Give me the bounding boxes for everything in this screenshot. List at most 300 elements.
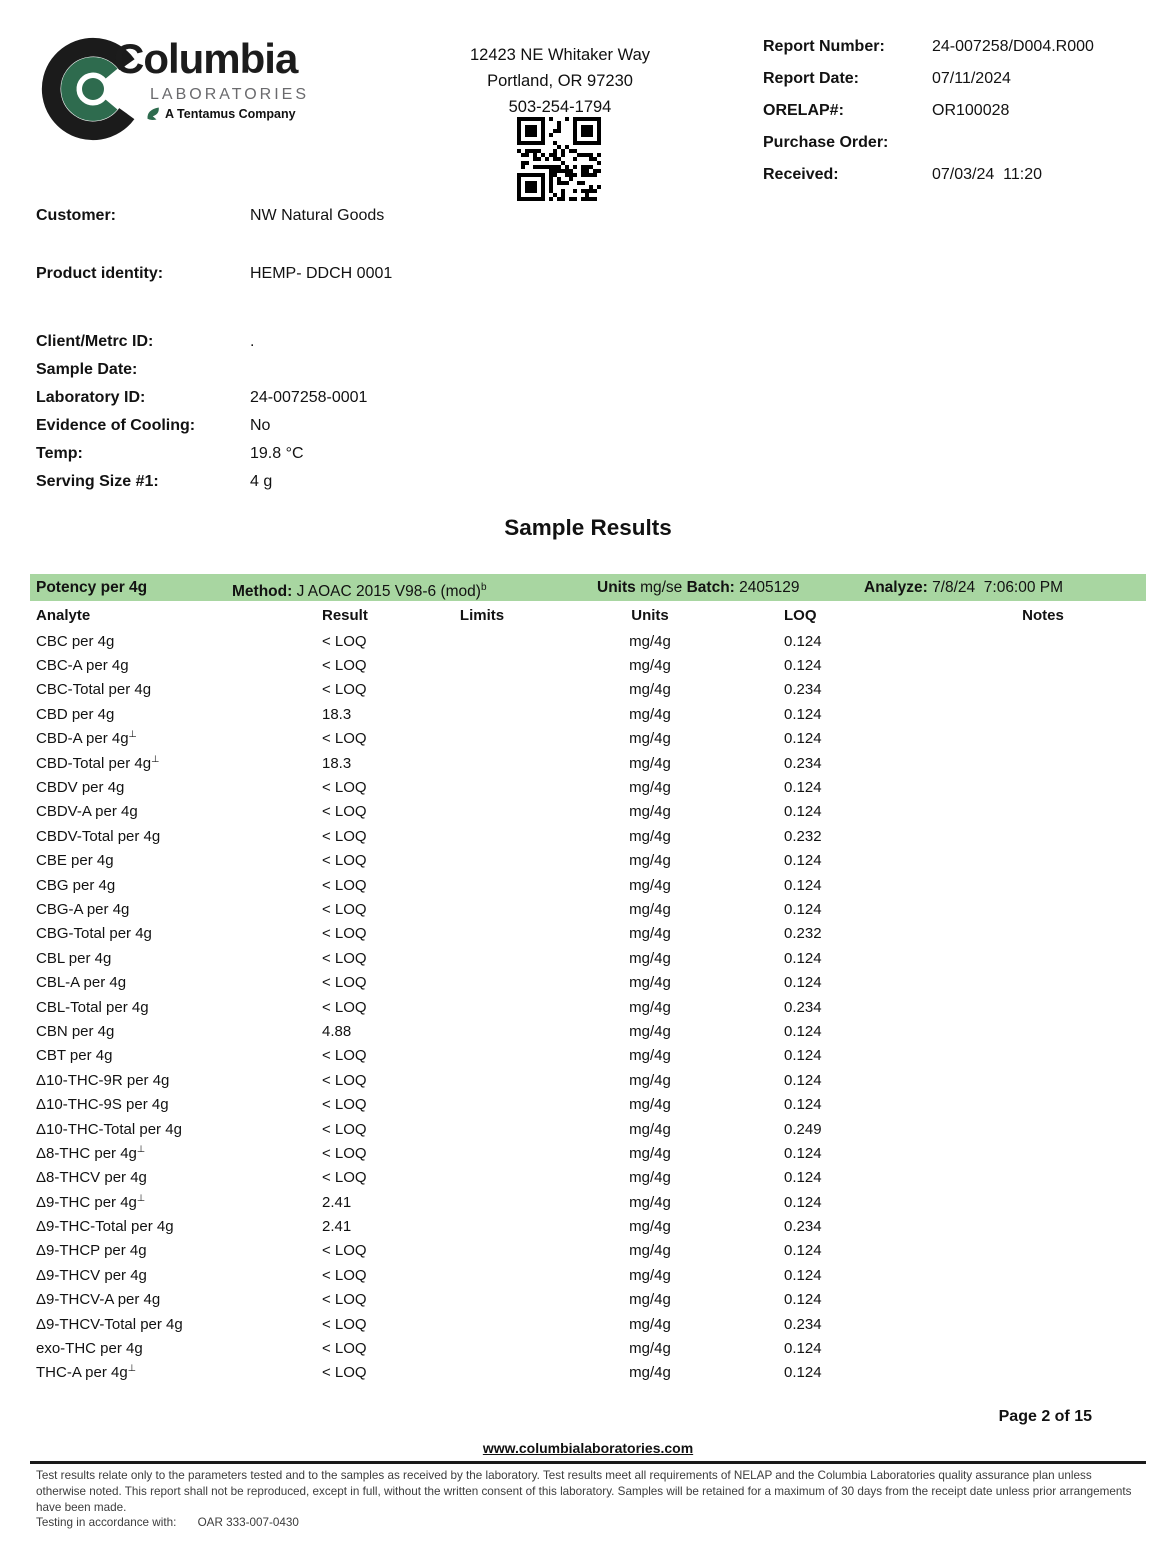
- table-row: [30, 1190, 1146, 1214]
- sample-info-value: NW Natural Goods: [250, 207, 385, 224]
- result-cell: < LOQ: [322, 998, 367, 1016]
- footnote-marker: ⊥: [136, 1143, 146, 1155]
- table-row: [30, 1019, 1146, 1043]
- result-cell: < LOQ: [322, 949, 367, 967]
- notes-cell: [880, 1141, 1146, 1165]
- notes-cell: [880, 1214, 1146, 1238]
- footnote-marker: ⊥: [136, 1192, 146, 1204]
- notes-cell: [880, 775, 1146, 799]
- units-cell: mg/4g: [629, 1047, 671, 1065]
- sample-info-row: [36, 359, 556, 387]
- notes-cell: [880, 995, 1146, 1019]
- logo-brand-text: Columbia: [114, 35, 298, 82]
- notes-cell: [880, 1019, 1146, 1043]
- notes-cell: [880, 970, 1146, 994]
- table-row: [30, 873, 1146, 897]
- analyte-cell: Δ10-THC-9R per 4g: [36, 1071, 170, 1089]
- notes-cell: [880, 897, 1146, 921]
- limits-cell: [440, 824, 524, 848]
- address-line1: 12423 NE Whitaker Way: [469, 46, 651, 64]
- table-row: [30, 922, 1146, 946]
- loq-cell: 0.249: [784, 1120, 822, 1138]
- table-row: [30, 1166, 1146, 1190]
- report-info-value: OR100028: [932, 102, 1010, 119]
- units-cell: mg/4g: [629, 1242, 671, 1260]
- analyte-cell: CBG per 4g: [36, 876, 116, 894]
- analyte-cell: CBE per 4g: [36, 852, 114, 870]
- table-row: [30, 824, 1146, 848]
- limits-cell: [440, 873, 524, 897]
- limits-cell: [440, 946, 524, 970]
- loq-cell: 0.234: [784, 681, 822, 699]
- table-row: [30, 1263, 1146, 1287]
- result-cell: < LOQ: [322, 681, 367, 699]
- analyte-cell: Δ8-THC per 4g⊥: [36, 1143, 146, 1162]
- loq-cell: 0.124: [784, 1071, 822, 1089]
- method-footnote-marker: b: [480, 582, 487, 593]
- units-value: mg/se: [640, 579, 683, 596]
- notes-cell: [880, 751, 1146, 775]
- loq-cell: 0.124: [784, 1291, 822, 1309]
- analyte-cell: CBC-Total per 4g: [36, 681, 152, 699]
- analyte-cell: CBL-Total per 4g: [36, 998, 149, 1016]
- units-cell: mg/4g: [629, 1096, 671, 1114]
- table-row: [30, 1092, 1146, 1116]
- sample-info-value: [250, 359, 556, 387]
- analyte-cell: CBD-Total per 4g⊥: [36, 753, 160, 772]
- results-table-head: [30, 601, 1146, 629]
- table-row: [30, 1141, 1146, 1165]
- limits-cell: [440, 922, 524, 946]
- report-info-value: 07/03/24 11:20: [932, 166, 1043, 183]
- table-row: [30, 775, 1146, 799]
- units-cell: mg/4g: [629, 900, 671, 918]
- analyte-cell: CBDV-A per 4g: [36, 803, 138, 821]
- loq-cell: 0.124: [784, 974, 822, 992]
- table-row: [30, 1312, 1146, 1336]
- units-batch-info: [597, 574, 799, 601]
- result-cell: < LOQ: [322, 1047, 367, 1065]
- sample-info-value: 24-007258-0001: [250, 389, 368, 406]
- tentamus-leaf-icon: [146, 106, 161, 121]
- batch-label: Batch:: [686, 579, 735, 596]
- sample-info-label: Product identity:: [36, 265, 164, 282]
- report-info-label: Received:: [763, 166, 839, 183]
- table-row: [30, 1117, 1146, 1141]
- analyze-label: Analyze:: [864, 579, 928, 596]
- analyte-cell: CBL-A per 4g: [36, 974, 127, 992]
- analyte-cell: Δ9-THCV-A per 4g: [36, 1291, 161, 1309]
- table-row: [30, 1288, 1146, 1312]
- result-cell: < LOQ: [322, 974, 367, 992]
- units-cell: mg/4g: [629, 1193, 671, 1211]
- analyte-cell: Δ8-THCV per 4g: [36, 1169, 147, 1187]
- limits-cell: [440, 1263, 524, 1287]
- limits-cell: [440, 702, 524, 726]
- accordance-value: OAR 333-007-0430: [197, 1516, 299, 1529]
- potency-title: Potency per 4g: [36, 579, 148, 596]
- analyte-cell: CBL per 4g: [36, 949, 112, 967]
- limits-cell: [440, 1044, 524, 1068]
- logo-tagline: [146, 106, 296, 121]
- table-row: [30, 1044, 1146, 1068]
- footnote-marker: ⊥: [128, 729, 137, 741]
- logo-tagline-text: A Tentamus Company: [165, 106, 296, 121]
- report-info-value: 07/11/2024: [932, 70, 1011, 87]
- sample-info-value: No: [250, 417, 271, 434]
- sample-info-label: Customer:: [36, 207, 117, 224]
- units-cell: mg/4g: [629, 1340, 671, 1358]
- website-link[interactable]: www.columbialaboratories.com: [482, 1440, 694, 1456]
- units-cell: mg/4g: [629, 754, 671, 772]
- notes-cell: [880, 1117, 1146, 1141]
- report-info-label: Report Number:: [763, 38, 885, 55]
- units-cell: mg/4g: [629, 827, 671, 845]
- accordance-label: Testing in accordance with:: [36, 1516, 177, 1529]
- analyte-cell: CBDV-Total per 4g: [36, 827, 161, 845]
- report-info-label: Report Date:: [763, 70, 860, 87]
- loq-cell: 0.124: [784, 705, 822, 723]
- sample-info-label: Evidence of Cooling:: [36, 417, 196, 434]
- loq-cell: 0.124: [784, 1169, 822, 1187]
- table-row: [30, 751, 1146, 775]
- accordance-line: [36, 1516, 299, 1529]
- limits-cell: [440, 849, 524, 873]
- result-cell: < LOQ: [322, 730, 367, 748]
- limits-cell: [440, 1166, 524, 1190]
- notes-cell: [880, 1288, 1146, 1312]
- result-cell: < LOQ: [322, 803, 367, 821]
- notes-cell: [880, 678, 1146, 702]
- loq-cell: 0.234: [784, 1315, 822, 1333]
- result-cell: < LOQ: [322, 1120, 367, 1138]
- report-info-row: [763, 166, 1153, 188]
- limits-cell: [440, 1190, 524, 1214]
- result-cell: < LOQ: [322, 1340, 367, 1358]
- logo-sub-text: LABORATORIES: [150, 86, 309, 103]
- report-info-value: [932, 134, 1153, 156]
- loq-cell: 0.124: [784, 1340, 822, 1358]
- analyze-info: [864, 574, 1063, 601]
- notes-cell: [880, 1263, 1146, 1287]
- units-cell: mg/4g: [629, 1266, 671, 1284]
- limits-cell: [440, 775, 524, 799]
- units-cell: mg/4g: [629, 1218, 671, 1236]
- qr-code: [517, 117, 601, 201]
- sample-info-value: 4 g: [250, 473, 273, 490]
- result-cell: < LOQ: [322, 1096, 367, 1114]
- loq-cell: 0.234: [784, 1218, 822, 1236]
- units-cell: mg/4g: [629, 1120, 671, 1138]
- units-cell: mg/4g: [629, 998, 671, 1016]
- sample-info-label: Temp:: [36, 445, 83, 462]
- results-table-body: [30, 629, 1146, 1385]
- result-cell: < LOQ: [322, 1291, 367, 1309]
- analyte-cell: CBDV per 4g: [36, 779, 125, 797]
- notes-cell: [880, 824, 1146, 848]
- analyze-value: 7/8/24 7:06:00 PM: [932, 579, 1064, 596]
- table-row: [30, 995, 1146, 1019]
- loq-cell: 0.124: [784, 803, 822, 821]
- result-cell: < LOQ: [322, 900, 367, 918]
- limits-cell: [440, 1361, 524, 1385]
- result-cell: 18.3: [322, 705, 352, 723]
- potency-header-bar: [30, 574, 1146, 601]
- sample-info-label: Client/Metrc ID:: [36, 333, 154, 350]
- table-row: [30, 800, 1146, 824]
- units-cell: mg/4g: [629, 657, 671, 675]
- footnote-marker: ⊥: [127, 1363, 136, 1375]
- units-cell: mg/4g: [629, 705, 671, 723]
- address-line3: 503-254-1794: [508, 98, 612, 116]
- sample-info-value: 19.8 °C: [250, 445, 304, 462]
- units-cell: mg/4g: [629, 1144, 671, 1162]
- limits-cell: [440, 995, 524, 1019]
- loq-cell: 0.124: [784, 1266, 822, 1284]
- units-cell: mg/4g: [629, 852, 671, 870]
- units-cell: mg/4g: [629, 1364, 671, 1382]
- units-cell: mg/4g: [629, 632, 671, 650]
- table-row: [30, 1214, 1146, 1238]
- lab-address: [420, 42, 700, 120]
- notes-cell: [880, 1190, 1146, 1214]
- units-cell: mg/4g: [629, 681, 671, 699]
- analyte-cell: CBD-A per 4g⊥: [36, 729, 137, 748]
- result-cell: < LOQ: [322, 1364, 367, 1382]
- method-label: Method:: [232, 583, 293, 601]
- limits-cell: [440, 678, 524, 702]
- limits-cell: [440, 1239, 524, 1263]
- analyte-cell: Δ9-THC per 4g⊥: [36, 1192, 146, 1211]
- column-header-row: [30, 601, 1146, 629]
- notes-cell: [880, 922, 1146, 946]
- notes-cell: [880, 1336, 1146, 1360]
- loq-cell: 0.124: [784, 1364, 822, 1382]
- batch-value: 2405129: [739, 579, 800, 596]
- limits-cell: [440, 1092, 524, 1116]
- table-row: [30, 1361, 1146, 1385]
- notes-cell: [880, 1092, 1146, 1116]
- column-header-analyte: Analyte: [36, 606, 91, 624]
- sample-info-value: .: [250, 333, 255, 350]
- address-line2: Portland, OR 97230: [487, 72, 633, 90]
- units-cell: mg/4g: [629, 1169, 671, 1187]
- sample-info-row: [36, 263, 556, 291]
- result-cell: < LOQ: [322, 1169, 367, 1187]
- analyte-cell: CBD per 4g: [36, 705, 115, 723]
- table-row: [30, 970, 1146, 994]
- analyte-cell: Δ9-THCV per 4g: [36, 1266, 147, 1284]
- loq-cell: 0.124: [784, 1144, 822, 1162]
- footer-divider: [30, 1461, 1146, 1464]
- limits-cell: [440, 1214, 524, 1238]
- loq-cell: 0.124: [784, 1047, 822, 1065]
- report-info-row: [763, 70, 1153, 92]
- analyte-cell: Δ9-THCV-Total per 4g: [36, 1315, 183, 1333]
- loq-cell: 0.234: [784, 998, 822, 1016]
- sample-info: [36, 205, 556, 499]
- loq-cell: 0.124: [784, 730, 822, 748]
- result-cell: < LOQ: [322, 779, 367, 797]
- notes-cell: [880, 727, 1146, 751]
- analyte-cell: Δ10-THC-Total per 4g: [36, 1120, 182, 1138]
- loq-cell: 0.124: [784, 900, 822, 918]
- result-cell: < LOQ: [322, 1266, 367, 1284]
- analyte-cell: CBN per 4g: [36, 1022, 115, 1040]
- units-label: Units: [597, 579, 636, 596]
- analyte-cell: Δ9-THC-Total per 4g: [36, 1218, 174, 1236]
- analyte-cell: CBG-A per 4g: [36, 900, 130, 918]
- column-header-loq: LOQ: [784, 606, 817, 624]
- loq-cell: 0.234: [784, 754, 822, 772]
- result-cell: < LOQ: [322, 827, 367, 845]
- table-row: [30, 849, 1146, 873]
- limits-cell: [440, 1288, 524, 1312]
- column-header-notes: Notes: [1022, 606, 1064, 624]
- result-cell: 4.88: [322, 1022, 352, 1040]
- method-info: [232, 574, 487, 605]
- limits-cell: [440, 970, 524, 994]
- loq-cell: 0.124: [784, 657, 822, 675]
- notes-cell: [880, 946, 1146, 970]
- sample-info-row: [36, 443, 556, 471]
- notes-cell: [880, 629, 1146, 653]
- units-cell: mg/4g: [629, 925, 671, 943]
- report-info-row: [763, 38, 1153, 60]
- analyte-cell: CBT per 4g: [36, 1047, 113, 1065]
- limits-cell: [440, 1019, 524, 1043]
- sample-info-row: [36, 387, 556, 415]
- result-cell: 18.3: [322, 754, 352, 772]
- method-value: J AOAC 2015 V98-6 (mod): [296, 583, 481, 601]
- column-header-result: Result: [322, 606, 368, 624]
- table-row: [30, 727, 1146, 751]
- result-cell: < LOQ: [322, 876, 367, 894]
- sample-info-label: Serving Size #1:: [36, 473, 159, 490]
- loq-cell: 0.124: [784, 1242, 822, 1260]
- limits-cell: [440, 629, 524, 653]
- loq-cell: 0.124: [784, 632, 822, 650]
- units-cell: mg/4g: [629, 1022, 671, 1040]
- result-cell: < LOQ: [322, 1315, 367, 1333]
- loq-cell: 0.124: [784, 1022, 822, 1040]
- table-row: [30, 1336, 1146, 1360]
- report-info-row: [763, 134, 1153, 156]
- report-info-label: ORELAP#:: [763, 102, 844, 119]
- analyte-cell: CBC per 4g: [36, 632, 115, 650]
- page-title: Sample Results: [504, 515, 672, 540]
- units-cell: mg/4g: [629, 974, 671, 992]
- table-row: [30, 678, 1146, 702]
- page-number: Page 2 of 15: [998, 1408, 1092, 1425]
- table-row: [30, 897, 1146, 921]
- analyte-cell: CBG-Total per 4g: [36, 925, 152, 943]
- footnote-marker: ⊥: [151, 753, 160, 765]
- notes-cell: [880, 1239, 1146, 1263]
- analyte-cell: Δ10-THC-9S per 4g: [36, 1096, 169, 1114]
- column-header-limits: Limits: [459, 606, 505, 624]
- sample-info-row: [36, 415, 556, 443]
- result-cell: 2.41: [322, 1193, 352, 1211]
- notes-cell: [880, 873, 1146, 897]
- loq-cell: 0.124: [784, 1096, 822, 1114]
- report-info-value: 24-007258/D004.R000: [932, 38, 1094, 55]
- table-row: [30, 629, 1146, 653]
- notes-cell: [880, 1068, 1146, 1092]
- sample-info-row: [36, 205, 556, 233]
- analyte-cell: CBC-A per 4g: [36, 657, 129, 675]
- result-cell: < LOQ: [322, 657, 367, 675]
- disclaimer-text: Test results relate only to the parameters tested and to the samples as received by the laboratory. Test results meet all requirements of NELAP and the Columbia Laboratories quality assurance plan unless otherwise noted. This report shall not be reproduced, except in full, without the written consent of this laboratory. Samples will be retained for a maximum of 30 days from the receipt date unless prior arrangements have been made.: [36, 1469, 1132, 1514]
- loq-cell: 0.124: [784, 1193, 822, 1211]
- limits-cell: [440, 897, 524, 921]
- limits-cell: [440, 751, 524, 775]
- result-cell: < LOQ: [322, 1144, 367, 1162]
- limits-cell: [440, 800, 524, 824]
- notes-cell: [880, 800, 1146, 824]
- analyte-cell: Δ9-THCP per 4g: [36, 1242, 147, 1260]
- units-cell: mg/4g: [629, 803, 671, 821]
- notes-cell: [880, 1044, 1146, 1068]
- loq-cell: 0.124: [784, 779, 822, 797]
- report-info: [763, 38, 1153, 198]
- sample-info-label: Laboratory ID:: [36, 389, 146, 406]
- limits-cell: [440, 1141, 524, 1165]
- analyte-cell: exo-THC per 4g: [36, 1340, 143, 1358]
- results-section: [30, 574, 1146, 1385]
- table-row: [30, 1068, 1146, 1092]
- loq-cell: 0.124: [784, 852, 822, 870]
- report-info-label: Purchase Order:: [763, 134, 889, 151]
- column-header-units: Units: [631, 606, 669, 624]
- sample-info-row: [36, 331, 556, 359]
- analyte-cell: THC-A per 4g⊥: [36, 1363, 136, 1382]
- result-cell: 2.41: [322, 1218, 352, 1236]
- limits-cell: [440, 727, 524, 751]
- loq-cell: 0.232: [784, 925, 822, 943]
- limits-cell: [440, 1336, 524, 1360]
- loq-cell: 0.124: [784, 949, 822, 967]
- units-cell: mg/4g: [629, 1071, 671, 1089]
- table-row: [30, 946, 1146, 970]
- table-row: [30, 1239, 1146, 1263]
- limits-cell: [440, 1068, 524, 1092]
- limits-cell: [440, 653, 524, 677]
- notes-cell: [880, 702, 1146, 726]
- loq-cell: 0.124: [784, 876, 822, 894]
- table-row: [30, 653, 1146, 677]
- units-cell: mg/4g: [629, 779, 671, 797]
- results-table: [30, 601, 1146, 1385]
- limits-cell: [440, 1312, 524, 1336]
- table-row: [30, 702, 1146, 726]
- result-cell: < LOQ: [322, 925, 367, 943]
- sample-info-row: [36, 471, 556, 499]
- loq-cell: 0.232: [784, 827, 822, 845]
- units-cell: mg/4g: [629, 876, 671, 894]
- units-cell: mg/4g: [629, 949, 671, 967]
- limits-cell: [440, 1117, 524, 1141]
- result-cell: < LOQ: [322, 1242, 367, 1260]
- result-cell: < LOQ: [322, 852, 367, 870]
- notes-cell: [880, 849, 1146, 873]
- notes-cell: [880, 1166, 1146, 1190]
- sample-info-value: HEMP- DDCH 0001: [250, 265, 393, 282]
- notes-cell: [880, 1312, 1146, 1336]
- report-info-row: [763, 102, 1153, 124]
- result-cell: < LOQ: [322, 632, 367, 650]
- units-cell: mg/4g: [629, 1291, 671, 1309]
